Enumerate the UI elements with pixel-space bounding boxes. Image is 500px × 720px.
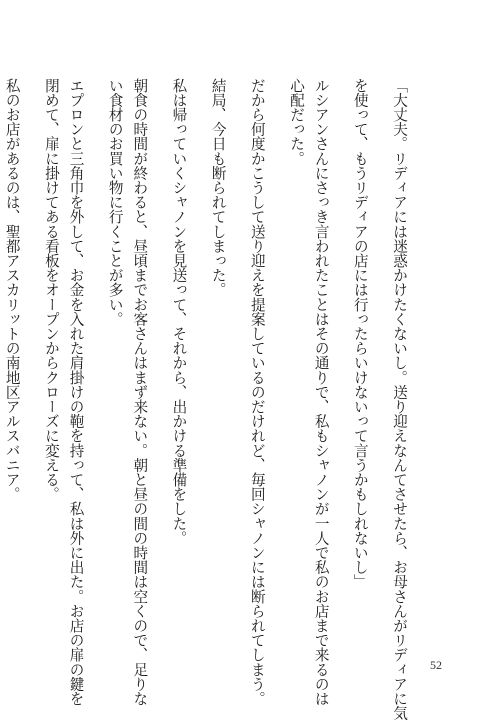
text-line: を使って、もうリディアの店には行ったらいけないって言うかもしれないし」 — [351, 78, 369, 589]
text-line: 私は帰っていくシャノンを見送って、それから、出かける準備をした。 — [170, 78, 188, 546]
text-line: だから何度かこうして送り迎えを提案しているのだけれど、毎回シャノンには断られてしまう。 — [248, 78, 266, 706]
text-line: ルシアンさんにさっき言われたことはその通りで、私もシャノンが一人で私のお店まで来るのは — [312, 78, 330, 706]
text-line: 閉めて、扉に掛けてある看板をオープンからクローズに変える。 — [42, 78, 60, 502]
text-line: 朝食の時間が終わると、昼頃までお客さんはまず来ない。朝と昼の間の時間は空くので、足りな — [131, 78, 149, 706]
text-line: エプロンと三角巾を外して、お金を入れた肩掛けの鞄を持って、私は外に出た。お店の扉の鍵を — [67, 78, 85, 706]
text-line: 心配だった。 — [288, 78, 306, 166]
text-line: 私のお店があるのは、聖都アスカリットの南地区アルスバニア。 — [3, 78, 21, 502]
body-text — [3, 78, 411, 720]
text-line: い食材のお買い物に行くことが多い。 — [106, 78, 124, 327]
page-number: 52 — [430, 658, 442, 672]
text-line: 結局、今日も断られてしまった。 — [209, 78, 227, 297]
text-line: 「大丈夫。リディアには迷惑かけたくないし。送り迎えなんてさせたら、お母さんがリディアに気 — [391, 78, 408, 720]
